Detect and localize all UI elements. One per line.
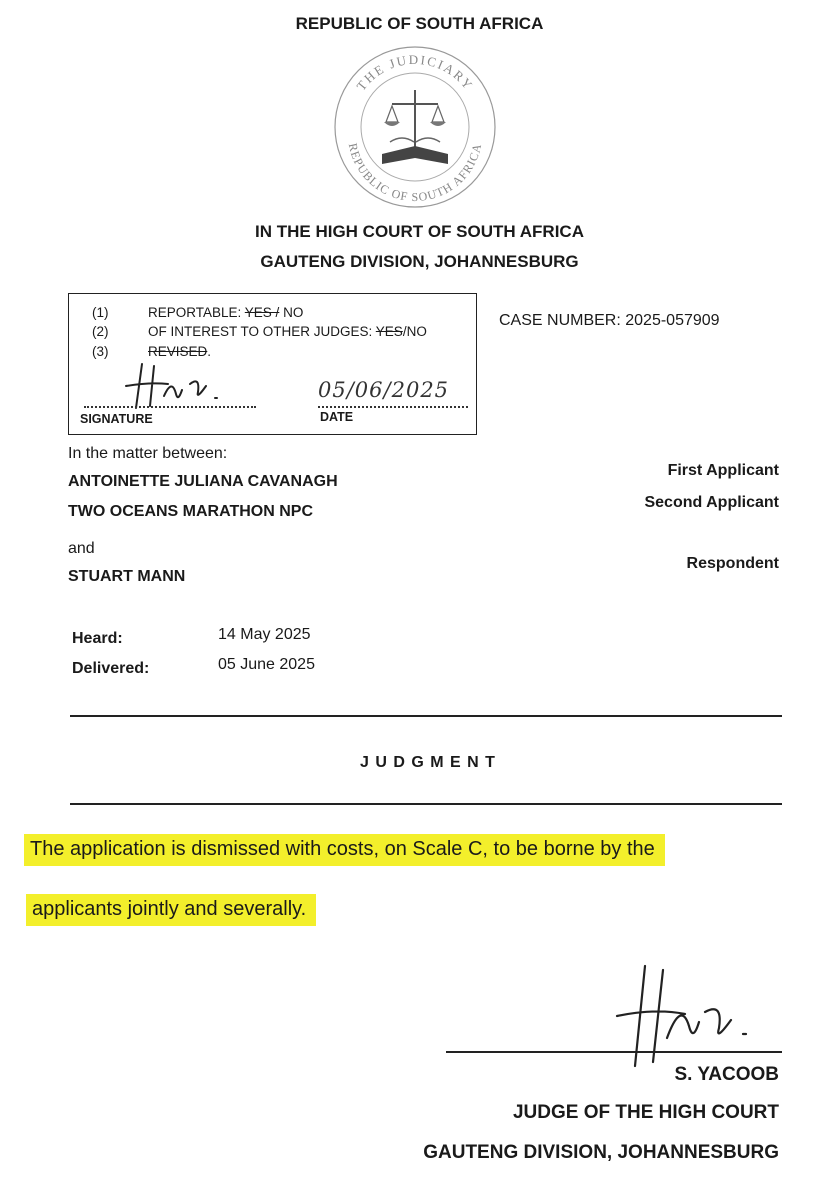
delivered-value: 05 June 2025 <box>218 656 315 673</box>
box-item-2 <box>92 324 427 339</box>
box-item-struck: REVISED <box>148 344 208 359</box>
respondent-name: STUART MANN <box>68 568 186 585</box>
first-applicant-name: ANTOINETTE JULIANA CAVANAGH <box>68 473 338 490</box>
court-name-line1: IN THE HIGH COURT OF SOUTH AFRICA <box>255 222 584 241</box>
order-text-line-2: applicants jointly and severally. <box>26 894 316 926</box>
judgment-title: J U D G M E N T <box>360 754 496 771</box>
box-item-struck: YES <box>375 324 403 339</box>
box-item-number: (2) <box>92 324 109 339</box>
judge-name: S. YACOOB <box>674 1064 779 1085</box>
box-item-rest: /NO <box>402 324 427 339</box>
box-item-label: OF INTEREST TO OTHER JUDGES: <box>148 324 376 339</box>
and-separator: and <box>68 540 95 557</box>
judge-title: JUDGE OF THE HIGH COURT <box>512 1102 779 1123</box>
box-item-rest: NO <box>279 305 304 320</box>
box-item-1 <box>92 305 303 320</box>
order-text-line-1: The application is dismissed with costs, on Scale C, to be borne by the <box>24 834 665 866</box>
judge-division: GAUTENG DIVISION, JOHANNESBURG <box>423 1142 779 1163</box>
box-item-struck: YES / <box>244 305 280 320</box>
republic-heading: REPUBLIC OF SOUTH AFRICA <box>295 14 544 33</box>
signature-line <box>84 406 256 408</box>
box-item-number: (3) <box>92 344 109 359</box>
svg-text:THE JUDICIARY: THE JUDICIARY <box>353 51 477 94</box>
respondent-role: Respondent <box>686 555 779 572</box>
second-applicant-name: TWO OCEANS MARATHON NPC <box>68 503 314 520</box>
date-line <box>318 406 468 408</box>
order-line-1 <box>24 838 665 861</box>
judiciary-seal-logo <box>330 42 500 212</box>
court-name-line2: GAUTENG DIVISION, JOHANNESBURG <box>260 252 579 271</box>
judge-signature <box>605 962 755 1072</box>
case-number: CASE NUMBER: 2025-057909 <box>499 312 720 329</box>
order-line-2 <box>26 898 316 921</box>
matter-intro: In the matter between: <box>68 445 228 462</box>
box-item-label: REPORTABLE: <box>148 305 245 320</box>
signature-line-judge <box>446 1051 782 1053</box>
divider-top <box>70 715 782 717</box>
divider-bottom <box>70 803 782 805</box>
first-applicant-role: First Applicant <box>667 462 779 479</box>
signature-label: SIGNATURE <box>80 412 153 426</box>
box-item-rest: . <box>207 344 212 359</box>
svg-text:REPUBLIC OF SOUTH AFRICA: REPUBLIC OF SOUTH AFRICA <box>345 141 485 205</box>
delivered-label: Delivered: <box>72 660 150 677</box>
box-item-number: (1) <box>92 305 109 320</box>
heard-label: Heard: <box>72 630 123 647</box>
second-applicant-role: Second Applicant <box>644 494 779 511</box>
date-label: DATE <box>320 410 354 424</box>
heard-value: 14 May 2025 <box>218 626 311 643</box>
handwritten-date: 05/06/2025 <box>318 378 450 402</box>
